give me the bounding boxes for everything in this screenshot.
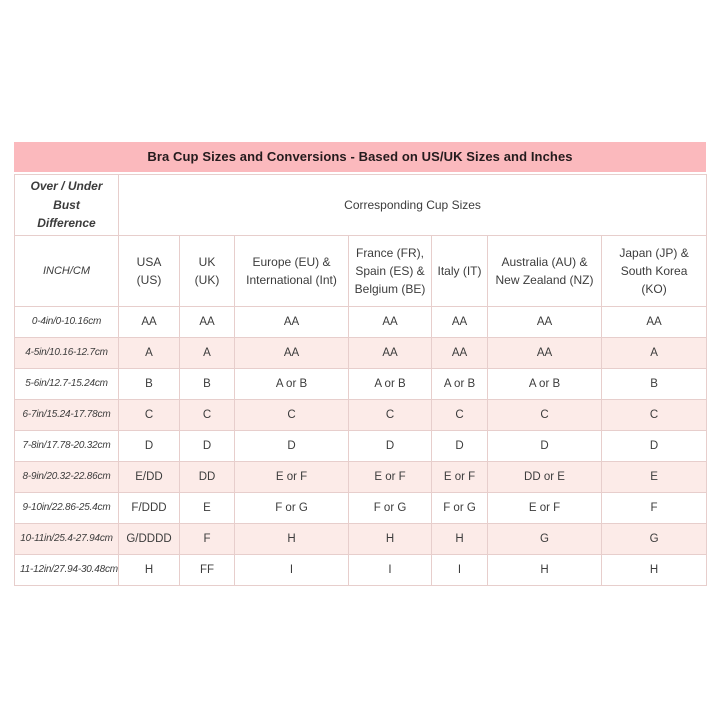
size-cell: F bbox=[602, 492, 707, 523]
size-cell: AA bbox=[235, 306, 349, 337]
size-cell: F/DDD bbox=[119, 492, 180, 523]
column-header-uk: UK (UK) bbox=[180, 235, 235, 306]
row-label: 8-9in/20.32-22.86cm bbox=[15, 461, 119, 492]
size-cell: E or F bbox=[235, 461, 349, 492]
size-cell: F or G bbox=[349, 492, 432, 523]
table-row bbox=[15, 554, 707, 585]
table-row bbox=[15, 461, 707, 492]
size-cell: AA bbox=[180, 306, 235, 337]
corresponding-cup-sizes-header: Corresponding Cup Sizes bbox=[119, 175, 707, 236]
size-cell: DD bbox=[180, 461, 235, 492]
size-cell: G bbox=[602, 523, 707, 554]
size-cell: C bbox=[349, 399, 432, 430]
column-header-europe: Europe (EU) & International (Int) bbox=[235, 235, 349, 306]
table-row bbox=[15, 492, 707, 523]
size-cell: F bbox=[180, 523, 235, 554]
size-cell: H bbox=[602, 554, 707, 585]
size-cell: B bbox=[119, 368, 180, 399]
row-label: 5-6in/12.7-15.24cm bbox=[15, 368, 119, 399]
size-cell: H bbox=[349, 523, 432, 554]
size-cell: D bbox=[119, 430, 180, 461]
size-cell: DD or E bbox=[488, 461, 602, 492]
size-cell: A or B bbox=[235, 368, 349, 399]
size-cell: AA bbox=[235, 337, 349, 368]
size-cell: C bbox=[602, 399, 707, 430]
column-header-france: France (FR), Spain (ES) & Belgium (BE) bbox=[349, 235, 432, 306]
size-cell: E or F bbox=[488, 492, 602, 523]
size-cell: H bbox=[488, 554, 602, 585]
size-cell: B bbox=[602, 368, 707, 399]
table-body bbox=[15, 306, 707, 585]
row-label: 7-8in/17.78-20.32cm bbox=[15, 430, 119, 461]
size-cell: A bbox=[180, 337, 235, 368]
row-label: 4-5in/10.16-12.7cm bbox=[15, 337, 119, 368]
row-label: 9-10in/22.86-25.4cm bbox=[15, 492, 119, 523]
size-conversion-chart bbox=[14, 142, 706, 586]
row-label: 10-11in/25.4-27.94cm bbox=[15, 523, 119, 554]
table-row bbox=[15, 337, 707, 368]
size-cell: D bbox=[180, 430, 235, 461]
size-cell: A bbox=[602, 337, 707, 368]
column-header-australia: Australia (AU) & New Zealand (NZ) bbox=[488, 235, 602, 306]
row-label: 11-12in/27.94-30.48cm bbox=[15, 554, 119, 585]
size-cell: AA bbox=[432, 306, 488, 337]
size-cell: C bbox=[180, 399, 235, 430]
size-cell: D bbox=[488, 430, 602, 461]
size-cell: AA bbox=[488, 306, 602, 337]
size-cell: C bbox=[119, 399, 180, 430]
conversion-table bbox=[14, 174, 707, 586]
table-row bbox=[15, 430, 707, 461]
size-cell: FF bbox=[180, 554, 235, 585]
table-row bbox=[15, 399, 707, 430]
row-label: 0-4in/0-10.16cm bbox=[15, 306, 119, 337]
size-cell: A or B bbox=[488, 368, 602, 399]
size-cell: AA bbox=[119, 306, 180, 337]
size-cell: H bbox=[432, 523, 488, 554]
column-header-usa: USA (US) bbox=[119, 235, 180, 306]
over-under-bust-header: Over / Under Bust Difference bbox=[15, 175, 119, 236]
size-cell: F or G bbox=[432, 492, 488, 523]
size-cell: I bbox=[235, 554, 349, 585]
column-header-row bbox=[15, 235, 707, 306]
size-cell: D bbox=[349, 430, 432, 461]
size-cell: H bbox=[235, 523, 349, 554]
size-cell: AA bbox=[349, 306, 432, 337]
size-cell: E bbox=[602, 461, 707, 492]
size-cell: I bbox=[349, 554, 432, 585]
column-header-italy: Italy (IT) bbox=[432, 235, 488, 306]
table-row bbox=[15, 368, 707, 399]
chart-title: Bra Cup Sizes and Conversions - Based on US/UK Sizes and Inches bbox=[14, 142, 706, 174]
table-row bbox=[15, 306, 707, 337]
size-cell: C bbox=[235, 399, 349, 430]
size-cell: D bbox=[432, 430, 488, 461]
size-cell: D bbox=[602, 430, 707, 461]
size-cell: A or B bbox=[349, 368, 432, 399]
size-cell: H bbox=[119, 554, 180, 585]
size-cell: C bbox=[432, 399, 488, 430]
column-header-japan: Japan (JP) & South Korea (KO) bbox=[602, 235, 707, 306]
size-cell: F or G bbox=[235, 492, 349, 523]
size-cell: AA bbox=[488, 337, 602, 368]
size-cell: E/DD bbox=[119, 461, 180, 492]
size-cell: AA bbox=[432, 337, 488, 368]
row-label: 6-7in/15.24-17.78cm bbox=[15, 399, 119, 430]
size-cell: AA bbox=[349, 337, 432, 368]
size-cell: C bbox=[488, 399, 602, 430]
size-cell: G bbox=[488, 523, 602, 554]
size-cell: AA bbox=[602, 306, 707, 337]
size-cell: A or B bbox=[432, 368, 488, 399]
size-cell: A bbox=[119, 337, 180, 368]
size-cell: G/DDDD bbox=[119, 523, 180, 554]
header-group-row bbox=[15, 175, 707, 236]
size-cell: D bbox=[235, 430, 349, 461]
size-cell: E bbox=[180, 492, 235, 523]
column-header-inch-cm: INCH/CM bbox=[15, 235, 119, 306]
size-cell: E or F bbox=[432, 461, 488, 492]
table-row bbox=[15, 523, 707, 554]
size-cell: B bbox=[180, 368, 235, 399]
size-cell: E or F bbox=[349, 461, 432, 492]
size-cell: I bbox=[432, 554, 488, 585]
